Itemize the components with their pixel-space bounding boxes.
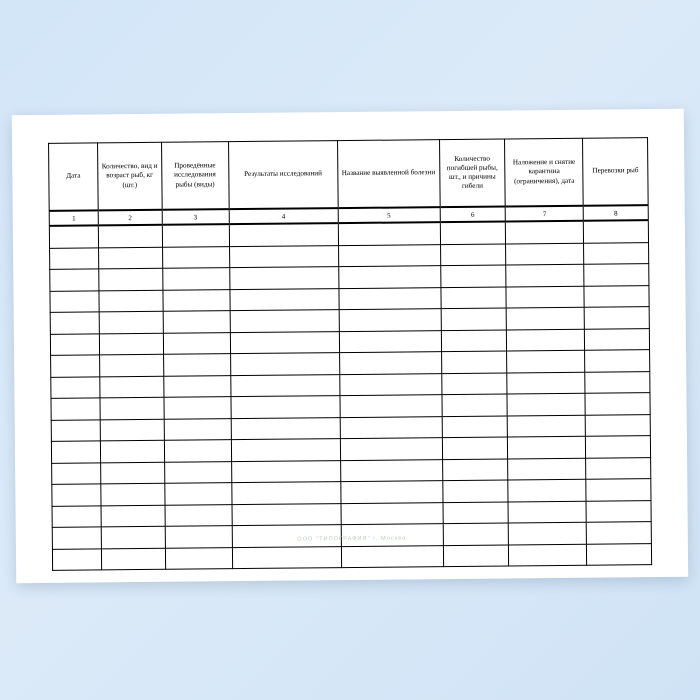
table-cell[interactable] — [162, 224, 229, 247]
table-cell[interactable] — [52, 484, 101, 506]
table-cell[interactable] — [338, 244, 440, 266]
table-cell[interactable] — [340, 395, 442, 417]
table-cell[interactable] — [99, 333, 163, 355]
table-cell[interactable] — [99, 247, 163, 269]
table-cell[interactable] — [99, 311, 163, 333]
header-row — [49, 138, 649, 211]
table-cell[interactable] — [165, 547, 232, 569]
table-cell[interactable] — [585, 350, 650, 372]
column-header-transportation: Перевозки рыб — [583, 138, 648, 206]
table-cell[interactable] — [509, 522, 587, 544]
table-body — [49, 220, 651, 570]
table-cell[interactable] — [231, 460, 340, 483]
table-cell[interactable] — [584, 285, 649, 307]
table-cell[interactable] — [507, 372, 585, 394]
table-cell[interactable] — [585, 393, 650, 415]
table-cell[interactable] — [586, 522, 651, 544]
table-cell[interactable] — [341, 545, 443, 567]
table-cell[interactable] — [231, 417, 340, 440]
table-cell[interactable] — [440, 243, 506, 265]
table-cell[interactable] — [339, 287, 441, 309]
table-cell[interactable] — [509, 544, 587, 566]
table-cell[interactable] — [341, 524, 443, 546]
table-cell[interactable] — [50, 269, 99, 291]
table-cell[interactable] — [231, 396, 340, 419]
table-cell[interactable] — [99, 268, 163, 290]
table-cell[interactable] — [102, 548, 166, 570]
table-cell[interactable] — [338, 266, 440, 288]
column-number-4: 4 — [229, 208, 338, 224]
table-cell[interactable] — [163, 375, 230, 397]
table-cell[interactable] — [442, 415, 508, 437]
table-cell[interactable] — [165, 526, 232, 548]
table-cell[interactable] — [164, 397, 231, 419]
table-cell[interactable] — [52, 527, 101, 549]
table-cell[interactable] — [508, 501, 586, 523]
table-cell[interactable] — [231, 439, 340, 462]
table-cell[interactable] — [586, 436, 651, 458]
table-cell[interactable] — [508, 458, 586, 480]
table-cell[interactable] — [232, 546, 341, 569]
table-cell[interactable] — [50, 290, 99, 312]
table-cell[interactable] — [441, 394, 507, 416]
table-cell[interactable] — [230, 331, 339, 354]
table-cell[interactable] — [442, 437, 508, 459]
sheet-content-area — [48, 137, 652, 561]
table-cell[interactable] — [506, 243, 584, 265]
table-cell[interactable] — [52, 505, 101, 527]
table-cell[interactable] — [506, 221, 584, 244]
table-cell[interactable] — [232, 525, 341, 548]
table-cell[interactable] — [585, 328, 650, 350]
table-cell[interactable] — [508, 436, 586, 458]
table-cell[interactable] — [51, 398, 100, 420]
table-cell[interactable] — [441, 351, 507, 373]
table-cell[interactable] — [231, 482, 340, 505]
table-cell[interactable] — [586, 479, 651, 501]
table-cell[interactable] — [584, 307, 649, 329]
table-cell[interactable] — [585, 414, 650, 436]
table-cell[interactable] — [51, 441, 100, 463]
table-cell[interactable] — [339, 373, 441, 395]
table-cell[interactable] — [100, 376, 164, 398]
column-number-7: 7 — [506, 206, 584, 222]
table-cell[interactable] — [584, 264, 649, 286]
table-cell[interactable] — [49, 225, 98, 247]
table-cell[interactable] — [339, 309, 441, 331]
table-cell[interactable] — [101, 526, 165, 548]
table-cell[interactable] — [230, 310, 339, 333]
table-cell[interactable] — [163, 332, 230, 354]
table-cell[interactable] — [586, 500, 651, 522]
table-cell[interactable] — [164, 461, 231, 483]
table-cell[interactable] — [100, 397, 164, 419]
column-number-6: 6 — [440, 207, 506, 223]
table-cell[interactable] — [507, 350, 585, 372]
table-cell[interactable] — [340, 459, 442, 481]
table-cell[interactable] — [508, 415, 586, 437]
table-cell[interactable] — [587, 543, 652, 565]
table-cell[interactable] — [584, 220, 649, 243]
table-cell[interactable] — [164, 440, 231, 462]
table-cell[interactable] — [51, 355, 100, 377]
table-cell[interactable] — [230, 353, 339, 376]
table-cell[interactable] — [230, 374, 339, 397]
table-row — [52, 543, 651, 570]
registry-table — [48, 137, 652, 571]
column-header-performed-studies: Проведённые исследования рыбы (виды) — [161, 142, 229, 210]
table-cell[interactable] — [442, 458, 508, 480]
column-number-3: 3 — [162, 209, 229, 225]
table-cell[interactable] — [443, 523, 509, 545]
table-cell[interactable] — [50, 247, 99, 269]
table-cell[interactable] — [99, 290, 163, 312]
table-cell[interactable] — [584, 242, 649, 264]
table-cell[interactable] — [440, 265, 506, 287]
table-cell[interactable] — [440, 286, 506, 308]
table-cell[interactable] — [340, 481, 442, 503]
table-cell[interactable] — [229, 223, 338, 246]
table-cell[interactable] — [162, 246, 229, 268]
table-cell[interactable] — [164, 418, 231, 440]
table-head — [49, 138, 649, 226]
table-cell[interactable] — [162, 268, 229, 290]
table-cell[interactable] — [101, 483, 165, 505]
column-number-8: 8 — [583, 205, 648, 221]
table-cell[interactable] — [506, 286, 584, 308]
table-cell[interactable] — [442, 480, 508, 502]
table-cell[interactable] — [339, 330, 441, 352]
table-cell[interactable] — [441, 308, 507, 330]
table-cell[interactable] — [507, 307, 585, 329]
table-cell[interactable] — [507, 393, 585, 415]
table-cell[interactable] — [338, 222, 440, 245]
table-cell[interactable] — [443, 544, 509, 566]
table-cell[interactable] — [51, 376, 100, 398]
table-cell[interactable] — [50, 312, 99, 334]
table-cell[interactable] — [229, 267, 338, 290]
table-cell[interactable] — [101, 505, 165, 527]
table-cell[interactable] — [100, 419, 164, 441]
table-cell[interactable] — [52, 462, 101, 484]
table-cell[interactable] — [165, 504, 232, 526]
table-cell[interactable] — [340, 438, 442, 460]
table-cell[interactable] — [339, 352, 441, 374]
table-cell[interactable] — [98, 225, 162, 248]
paper-sheet — [12, 109, 688, 583]
column-header-quantity-type-age: Количество, вид и возраст рыб, кг (шт.) — [98, 142, 162, 210]
column-number-2: 2 — [98, 210, 162, 226]
column-header-disease-name: Название выявленной болезни — [337, 140, 439, 208]
table-cell[interactable] — [441, 372, 507, 394]
table-cell[interactable] — [52, 548, 101, 570]
table-cell[interactable] — [508, 479, 586, 501]
column-header-quarantine: Наложение и снятие карантина (ограничения), дата — [505, 138, 584, 206]
table-cell[interactable] — [100, 354, 164, 376]
table-cell[interactable] — [230, 288, 339, 311]
table-cell[interactable] — [586, 457, 651, 479]
table-cell[interactable] — [101, 440, 165, 462]
table-cell[interactable] — [163, 289, 230, 311]
table-cell[interactable] — [232, 503, 341, 526]
table-cell[interactable] — [164, 483, 231, 505]
table-cell[interactable] — [440, 221, 506, 244]
table-cell[interactable] — [51, 419, 100, 441]
table-cell[interactable] — [101, 462, 165, 484]
table-cell[interactable] — [585, 371, 650, 393]
table-cell[interactable] — [163, 311, 230, 333]
table-cell[interactable] — [50, 333, 99, 355]
table-cell[interactable] — [341, 502, 443, 524]
table-cell[interactable] — [443, 501, 509, 523]
table-cell[interactable] — [441, 329, 507, 351]
table-cell[interactable] — [506, 264, 584, 286]
table-cell[interactable] — [507, 329, 585, 351]
watermark-text: ООО "ТИПОГРАФИЯ" г. Москва — [297, 535, 407, 543]
table-cell[interactable] — [163, 354, 230, 376]
table-cell[interactable] — [229, 245, 338, 268]
column-header-dead-fish-count: Количество погибшей рыбы, шт., и причины гибели — [439, 139, 506, 207]
column-header-date: Дата — [49, 143, 99, 211]
column-number-1: 1 — [49, 210, 98, 225]
table-cell[interactable] — [340, 416, 442, 438]
column-number-5: 5 — [338, 207, 440, 223]
column-header-results: Результаты исследований — [228, 141, 338, 210]
